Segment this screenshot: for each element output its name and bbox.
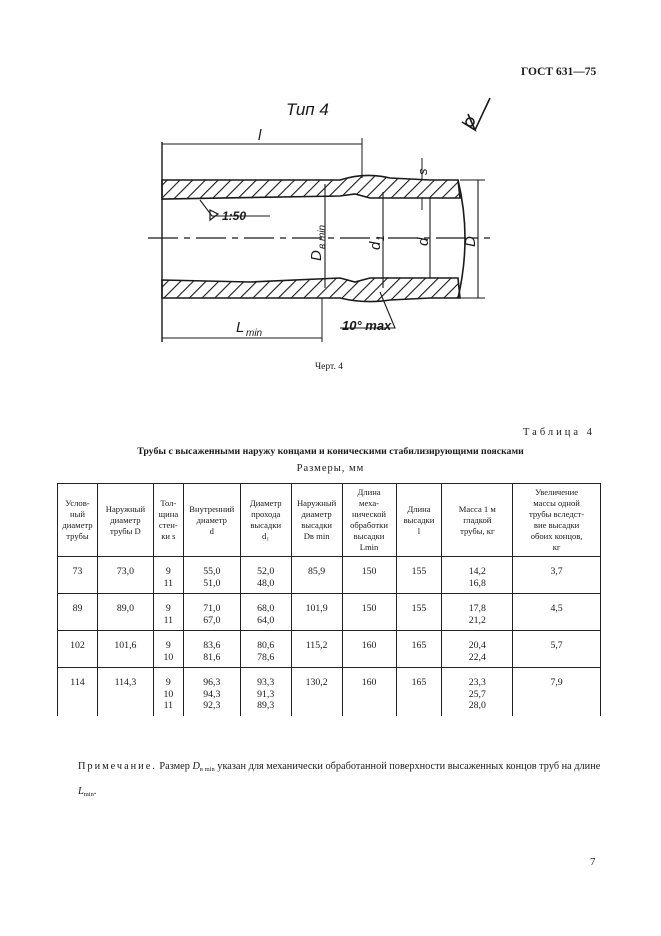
taper-label: 1:50	[222, 209, 247, 223]
header-line: вие высадки	[533, 520, 580, 530]
table-cell-D	[97, 594, 153, 631]
cell-value: 89	[72, 603, 83, 614]
table-cell-l	[396, 594, 442, 631]
cell-value: 91,3	[257, 688, 275, 700]
header-line: прохода	[251, 509, 281, 519]
header-line: высадки	[250, 520, 282, 530]
col-inner-diameter	[183, 484, 240, 557]
header-line: диаметр	[196, 514, 227, 525]
table-cell-s	[153, 631, 183, 668]
header-line: Dв min	[303, 531, 330, 541]
header-line: кг	[552, 542, 561, 552]
table-cell-inc	[513, 594, 601, 631]
cell-value: 85,9	[308, 566, 326, 577]
table-cell-cond	[58, 668, 98, 716]
svg-text:min: min	[246, 328, 263, 339]
cell-value: 67,0	[203, 614, 221, 626]
cell-value: 160	[361, 677, 377, 688]
cell-value: 92,3	[203, 700, 221, 711]
table-cell-Dbmin	[291, 557, 342, 594]
table-cell-D	[97, 631, 153, 668]
dim-label-d1: d	[367, 241, 384, 250]
header-line: диаметр	[301, 509, 332, 519]
table-cell-d	[183, 631, 240, 668]
table-cell-d1	[240, 668, 291, 716]
cell-value: 115,2	[305, 640, 328, 651]
header-line: Тол-	[160, 498, 177, 508]
header-line: Масса 1 м	[458, 503, 496, 514]
figure-caption: Черт. 4	[315, 362, 343, 372]
col-mass-per-meter	[442, 484, 513, 557]
cell-value: 160	[361, 640, 377, 651]
cell-value: 81,6	[203, 651, 221, 663]
cell-value: 9	[165, 603, 171, 614]
table-cell-inc	[513, 668, 601, 716]
cell-value: 94,3	[203, 688, 221, 700]
header-line: щина	[158, 509, 179, 519]
header-line: Услов-	[65, 498, 90, 508]
dim-label-l: l	[258, 127, 262, 144]
header-line: диаметр	[62, 520, 93, 530]
table-cell-D	[97, 557, 153, 594]
dim-label-d: d	[415, 237, 432, 246]
cell-value: 73,0	[116, 566, 134, 577]
figure-type-label: Тип 4	[286, 100, 329, 119]
header-line: d₁	[262, 531, 270, 541]
cell-value: 73	[72, 566, 83, 577]
header-line: нической	[352, 509, 387, 519]
cell-value: 4,5	[550, 603, 563, 614]
header-line: Lmin	[359, 542, 379, 552]
cell-value: 165	[411, 677, 427, 688]
header-line: Длина	[357, 487, 381, 497]
top-wall-section	[162, 175, 460, 199]
table-cell-l	[396, 631, 442, 668]
table-cell-cond	[58, 594, 98, 631]
dim-label-lmin: L	[236, 319, 245, 336]
cell-value: 101,6	[114, 640, 137, 651]
table-cell-inc	[513, 631, 601, 668]
roughness-symbol	[462, 98, 490, 130]
table-cell-d	[183, 594, 240, 631]
header-line: Увеличение	[535, 487, 579, 497]
table-cell-Lmin	[342, 557, 396, 594]
table-cell-l	[396, 668, 442, 716]
table-cell-l	[396, 557, 442, 594]
cell-value: 93,3	[257, 677, 275, 688]
pipe-drawing	[140, 92, 510, 352]
col-upset-outer-diameter	[291, 484, 342, 557]
col-upset-length	[396, 484, 442, 557]
cell-value: 48,0	[257, 577, 275, 589]
header-line: высадки	[403, 514, 435, 525]
cell-value: 23,3	[468, 677, 486, 688]
cell-value: 68,0	[257, 603, 275, 614]
header-line: ный	[69, 509, 85, 519]
table-row	[58, 557, 601, 594]
header-line: трубы	[66, 531, 89, 541]
table-cell-Lmin	[342, 631, 396, 668]
header-line: Наружный	[296, 498, 337, 508]
note: Примечание. Размер $D_{в min}$ указан для механически обработанной поверхности высаженных концов труб на длине $L_{min}$.	[78, 761, 601, 798]
cell-value: 11	[163, 614, 174, 626]
cell-value: 83,6	[203, 640, 221, 651]
cell-value: 25,7	[468, 688, 486, 700]
cell-value: 96,3	[203, 677, 221, 688]
cell-value: 11	[163, 577, 174, 589]
cell-value: 16,8	[468, 577, 486, 589]
col-upset-bore	[240, 484, 291, 557]
header-line: трубы, кг	[460, 525, 495, 536]
table-cell-d1	[240, 631, 291, 668]
table-cell-s	[153, 668, 183, 716]
header-line: гладкой	[463, 514, 492, 525]
header-line: стен-	[158, 520, 178, 530]
table-cell-d1	[240, 557, 291, 594]
cell-value: 155	[411, 603, 427, 614]
cell-value: 165	[411, 640, 427, 651]
table-cell-Lmin	[342, 594, 396, 631]
header-line: меха-	[359, 498, 380, 508]
table-cell-cond	[58, 557, 98, 594]
table-cell-Dbmin	[291, 668, 342, 716]
cell-value: 150	[361, 603, 377, 614]
angle-label: 10° max	[342, 318, 392, 333]
standard-code: ГОСТ 631—75	[521, 66, 597, 78]
table-cell-d	[183, 668, 240, 716]
cell-value: 11	[163, 700, 174, 711]
col-mass-increase	[513, 484, 601, 557]
header-line: Внутренний	[189, 503, 235, 514]
cell-value: 21,2	[468, 614, 486, 626]
header-line: диаметр	[110, 514, 141, 525]
table-cell-Dbmin	[291, 631, 342, 668]
cell-value: 155	[411, 566, 427, 577]
col-wall-thickness	[153, 484, 183, 557]
header-line: Диаметр	[249, 498, 282, 508]
cell-value: 14,2	[468, 566, 486, 577]
header-line: ки s	[161, 531, 176, 541]
cell-value: 78,6	[257, 651, 275, 663]
page-number: 7	[590, 856, 596, 868]
cell-value: 9	[165, 566, 171, 577]
table-row	[58, 668, 601, 716]
note-lead: Примечание.	[78, 761, 157, 772]
table-row	[58, 631, 601, 668]
cell-value: 114	[70, 677, 85, 688]
col-machining-length	[342, 484, 396, 557]
cell-value: 64,0	[257, 614, 275, 626]
dim-label-s: s	[415, 168, 430, 175]
cell-value: 80,6	[257, 640, 275, 651]
cell-value: 102	[70, 640, 85, 651]
dim-label-dbmin: D	[308, 250, 325, 261]
col-outer-diameter	[97, 484, 153, 557]
table-cell-s	[153, 594, 183, 631]
table-dimensions: Размеры, мм	[296, 463, 365, 474]
col-conditional-diameter	[58, 484, 98, 557]
table-label: Таблица 4	[523, 427, 595, 438]
table-title: Трубы с высаженными наружу концами и коническими стабилизирующими поясками	[137, 446, 524, 457]
table-cell-mass	[442, 594, 513, 631]
header-line: обработки	[350, 520, 388, 530]
header-line: d	[209, 525, 214, 536]
header-line: Длина	[407, 503, 431, 514]
cell-value: 28,0	[468, 700, 486, 711]
header-line: высадки	[301, 520, 332, 530]
table-cell-s	[153, 557, 183, 594]
cell-value: 9	[165, 640, 171, 651]
cell-value: 7,9	[550, 677, 563, 688]
table-cell-mass	[442, 557, 513, 594]
cell-value: 9	[165, 677, 171, 688]
cell-value: 101,9	[305, 603, 328, 614]
cell-value: 114,3	[114, 677, 137, 688]
table-cell-Lmin	[342, 668, 396, 716]
table-cell-mass	[442, 668, 513, 716]
table-cell-cond	[58, 631, 98, 668]
cell-value: 10	[163, 688, 174, 700]
header-line: l	[417, 525, 421, 536]
header-line: трубы D	[110, 525, 141, 536]
table-cell-d1	[240, 594, 291, 631]
cell-value: 55,0	[203, 566, 221, 577]
table-cell-Dbmin	[291, 594, 342, 631]
cell-value: 10	[163, 651, 174, 663]
svg-text:1: 1	[376, 235, 387, 241]
header-line: обоих концов,	[530, 531, 583, 541]
header-line: трубы вследст-	[529, 509, 585, 519]
cell-value: 130,2	[305, 677, 328, 688]
cell-value: 52,0	[257, 566, 275, 577]
header-line: высадки	[353, 531, 385, 541]
bottom-wall-section	[162, 278, 460, 302]
cell-value: 71,0	[203, 603, 221, 614]
svg-text:в min: в min	[317, 224, 328, 249]
cell-value: 17,8	[468, 603, 486, 614]
pipe-table	[57, 483, 601, 716]
header-line: массы одной	[533, 498, 580, 508]
dim-label-D: D	[462, 236, 479, 247]
cell-value: 20,4	[468, 640, 486, 651]
cell-value: 22,4	[468, 651, 486, 663]
header-line: Наружный	[105, 503, 146, 514]
table-row	[58, 594, 601, 631]
table-cell-mass	[442, 631, 513, 668]
cell-value: 3,7	[550, 566, 563, 577]
cell-value: 89,0	[116, 603, 134, 614]
table-header-row	[58, 484, 601, 557]
table-cell-inc	[513, 557, 601, 594]
cell-value: 5,7	[550, 640, 563, 651]
cell-value: 89,3	[257, 700, 275, 711]
table-cell-D	[97, 668, 153, 716]
cell-value: 51,0	[203, 577, 221, 589]
cell-value: 150	[361, 566, 377, 577]
table-cell-d	[183, 557, 240, 594]
